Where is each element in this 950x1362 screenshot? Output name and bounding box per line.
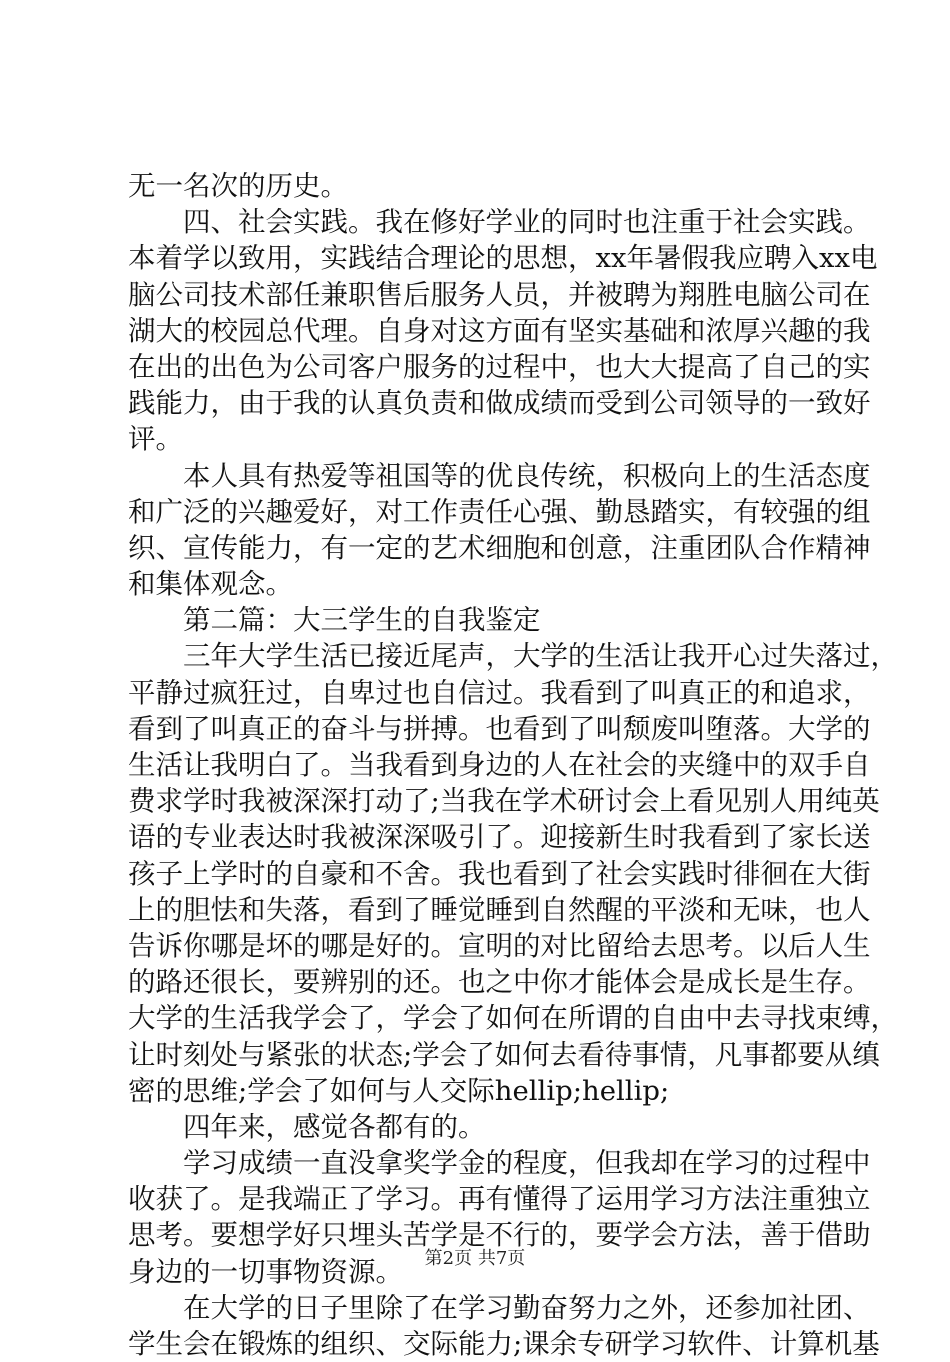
text-line: 第二篇：大三学生的自我鉴定	[183, 604, 541, 637]
text-line: 无一名次的历史。	[128, 170, 348, 202]
text-line: 湖大的校园总代理。自身对这方面有坚实基础和浓厚兴趣的我	[128, 314, 871, 347]
text-line: 孩子上学时的自豪和不舍。我也看到了社会实践时徘徊在大街	[128, 857, 871, 890]
text-line: 学习成绩一直没拿奖学金的程度，但我却在学习的过程中	[183, 1147, 871, 1180]
text-line: 上的胆怯和失落，看到了睡觉睡到自然醒的平淡和无味，也人	[128, 893, 871, 926]
text-line: 看到了叫真正的奋斗与拼搏。也看到了叫颓废叫堕落。大学的	[128, 712, 871, 745]
text-line: 费求学时我被深深打动了;当我在学术研讨会上看见别人用纯英	[128, 785, 880, 818]
text-line: 四年来，感觉各都有的。	[183, 1110, 486, 1143]
text-line: 平静过疯狂过，自卑过也自信过。我看到了叫真正的和追求，	[128, 676, 871, 709]
text-line: 和集体观念。	[128, 568, 293, 601]
text-line: 践能力，由于我的认真负责和做成绩而受到公司领导的一致好	[128, 387, 871, 420]
text-line: 本人具有热爱等祖国等的优良传统，积极向上的生活态度	[183, 459, 871, 492]
text-line: 评。	[128, 423, 183, 456]
text-line: 密的思维;学会了如何与人交际hellip;hellip;	[128, 1074, 670, 1107]
text-line: 四、社会实践。我在修好学业的同时也注重于社会实践。	[183, 206, 871, 239]
text-line: 语的专业表达时我被深深吸引了。迎接新生时我看到了家长送	[128, 821, 871, 854]
document-body	[128, 168, 898, 1362]
text-line: 织、宣传能力，有一定的艺术细胞和创意，注重团队合作精神	[128, 531, 871, 564]
text-line: 的路还很长，要辨别的还。也之中你才能体会是成长是生存。	[128, 966, 871, 999]
text-line: 和广泛的兴趣爱好，对工作责任心强、勤恳踏实，有较强的组	[128, 495, 871, 528]
text-line: 在大学的日子里除了在学习勤奋努力之外，还参加社团、	[183, 1291, 871, 1324]
text-line: 告诉你哪是坏的哪是好的。宣明的对比留给去思考。以后人生	[128, 929, 871, 962]
text-line: 在出的出色为公司客户服务的过程中，也大大提高了自己的实	[128, 350, 871, 383]
text-line: 脑公司技术部任兼职售后服务人员，并被聘为翔胜电脑公司在	[128, 278, 871, 311]
text-line: 身边的一切事物资源。	[128, 1255, 403, 1288]
text-line: 本着学以致用，实践结合理论的思想，xx年暑假我应聘入xx电	[128, 242, 878, 275]
text-line: 生活让我明白了。当我看到身边的人在社会的夹缝中的双手自	[128, 749, 871, 781]
text-line: 大学的生活我学会了，学会了如何在所谓的自由中去寻找束缚，	[128, 1002, 898, 1035]
text-line: 让时刻处与紧张的状态;学会了如何去看待事情，凡事都要从缜	[128, 1038, 880, 1071]
text-line: 收获了。是我端正了学习。再有懂得了运用学习方法注重独立	[128, 1183, 871, 1216]
text-line: 三年大学生活已接近尾声，大学的生活让我开心过失落过，	[183, 640, 898, 673]
text-line: 思考。要想学好只埋头苦学是不行的，要学会方法，善于借助	[128, 1219, 871, 1252]
page-footer: 第2页 共7页	[424, 1248, 526, 1269]
text-line: 学生会在锻炼的组织、交际能力;课余专研学习软件、计算机基	[128, 1328, 880, 1360]
